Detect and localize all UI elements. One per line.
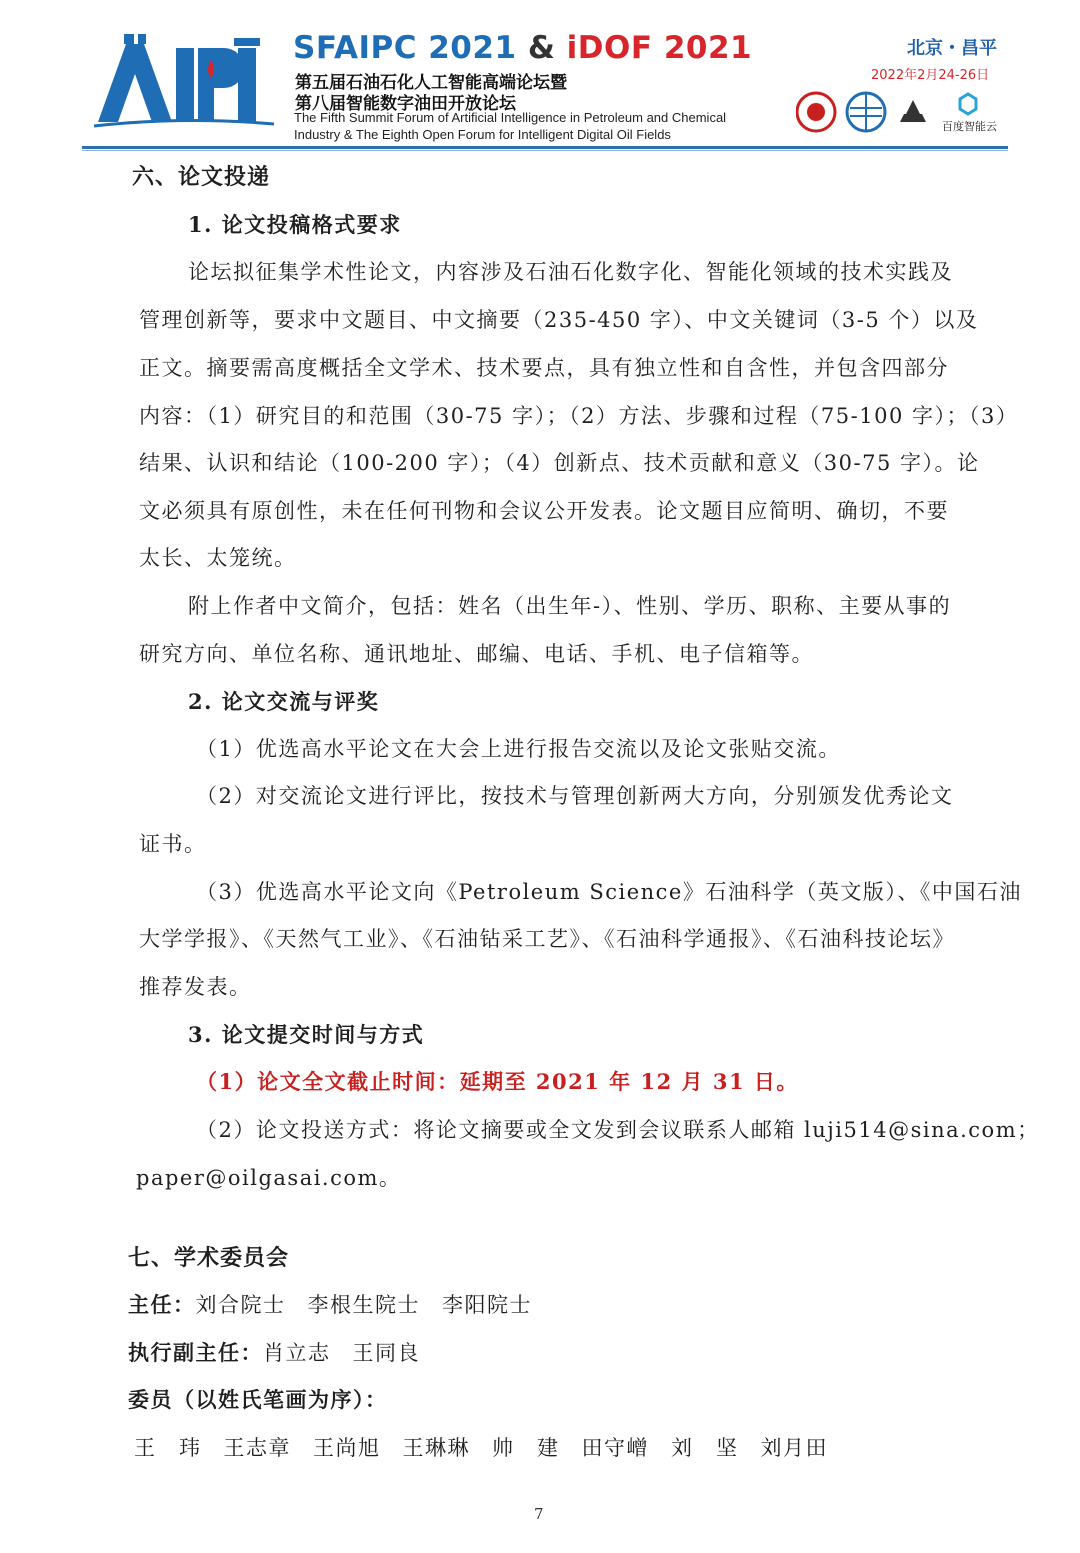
- committee-name: 王同良: [352, 1341, 420, 1365]
- paragraph-line: 推荐发表。: [139, 975, 252, 999]
- paragraph-line: 附上作者中文简介，包括：姓名（出生年-）、性别、学历、职称、主要从事的: [188, 594, 952, 618]
- committee-name: 肖立志: [263, 1341, 331, 1365]
- vice-chair-row: [128, 1337, 420, 1367]
- committee-name: 李根生院士: [307, 1293, 420, 1317]
- committee-name: 李阳院士: [442, 1293, 532, 1317]
- paragraph-line: 内容：（1）研究目的和范围（30-75 字）；（2）方法、步骤和过程（75-100 字）；（3）: [139, 404, 1019, 428]
- committee-name: 王志章: [223, 1436, 291, 1460]
- paragraph-line: （2）对交流论文进行评比，按技术与管理创新两大方向，分别颁发优秀论文: [196, 784, 954, 808]
- committee-name: 帅 建: [492, 1436, 560, 1460]
- subheading-exchange: 2. 论文交流与评奖: [188, 689, 380, 714]
- page-header: [0, 0, 1080, 150]
- deadline-notice: （1）论文全文截止时间：延期至 2021 年 12 月 31 日。: [196, 1069, 799, 1094]
- chair-label: 主任：: [128, 1293, 196, 1317]
- paragraph-line: （2）论文投送方式：将论文摘要或全文发到会议联系人邮箱 luji514@sina.com；: [196, 1118, 1040, 1142]
- members-label: 委员（以姓氏笔画为序）：: [128, 1388, 388, 1412]
- subheading-format: 1. 论文投稿格式要求: [188, 212, 402, 237]
- header-english-line-2: Industry & The Eighth Open Forum for Intelligent Digital Oil Fields: [294, 127, 671, 142]
- header-chinese-line-2: 第八届智能数字油田开放论坛: [295, 94, 516, 114]
- paragraph-line: 研究方向、单位名称、通讯地址、邮编、电话、手机、电子信箱等。: [139, 642, 814, 666]
- members-row: [134, 1432, 828, 1462]
- committee-name: 王琳琳: [402, 1436, 470, 1460]
- aipi-logo: [88, 30, 278, 130]
- header-rule-thin: [82, 150, 1008, 151]
- paragraph-line: 证书。: [139, 832, 207, 856]
- committee-name: 田守嶒: [581, 1436, 649, 1460]
- committee-name: 刘月田: [760, 1436, 828, 1460]
- committee-name: 刘 坚: [671, 1436, 739, 1460]
- paragraph-line: 管理创新等，要求中文题目、中文摘要（235-450 字）、中文关键词（3-5 个）以及: [139, 308, 979, 332]
- header-chinese-line-1: 第五届石油石化人工智能高端论坛暨: [295, 73, 567, 93]
- baidu-cloud-icon: [960, 94, 976, 114]
- paragraph-line: 论坛拟征集学术性论文，内容涉及石油石化数字化、智能化领域的技术实践及: [188, 260, 953, 284]
- paragraph-line: 正文。摘要需高度概括全文学术、技术要点，具有独立性和自含性，并包含四部分: [139, 356, 949, 380]
- vice-chair-label: 执行副主任：: [128, 1341, 263, 1365]
- paragraph-line: 太长、太笼统。: [139, 546, 297, 570]
- committee-name: 王尚旭: [313, 1436, 381, 1460]
- section-heading-7: 七、学术委员会: [128, 1246, 290, 1271]
- chair-row: [128, 1289, 532, 1319]
- header-english-line-1: The Fifth Summit Forum of Artificial Intelligence in Petroleum and Chemical: [294, 110, 727, 125]
- paragraph-line: （3）优选高水平论文向《Petroleum Science》石油科学（英文版）、《中国石油: [196, 880, 1022, 904]
- header-rule: [82, 146, 1008, 149]
- subheading-submission: 3. 论文提交时间与方式: [188, 1022, 425, 1047]
- paragraph-line: paper@oilgasai.com。: [136, 1166, 402, 1190]
- committee-name: 王 玮: [134, 1436, 202, 1460]
- committee-name: 刘合院士: [195, 1293, 286, 1317]
- sponsor-label: 百度智能云: [942, 120, 997, 133]
- paragraph-line: 结果、认识和结论（100-200 字）；（4）创新点、技术贡献和意义（30-75 字）。论: [139, 451, 980, 475]
- section-heading-6: 六、论文投递: [132, 165, 271, 190]
- paragraph-line: （1）优选高水平论文在大会上进行报告交流以及论文张贴交流。: [196, 737, 841, 761]
- header-title: SFAIPC 2021 & iDOF 2021: [293, 30, 753, 66]
- header-date: 2022年2月24-26日: [871, 68, 990, 83]
- page-number: 7: [534, 1505, 544, 1523]
- building-icon: [900, 114, 926, 122]
- paragraph-line: 文必须具有原创性，未在任何刊物和会议公开发表。论文题目应简明、确切，不要: [139, 499, 949, 523]
- paragraph-line: 大学学报》、《天然气工业》、《石油钻采工艺》、《石油科学通报》、《石油科技论坛》: [139, 927, 955, 951]
- header-location: 北京・昌平: [907, 38, 997, 59]
